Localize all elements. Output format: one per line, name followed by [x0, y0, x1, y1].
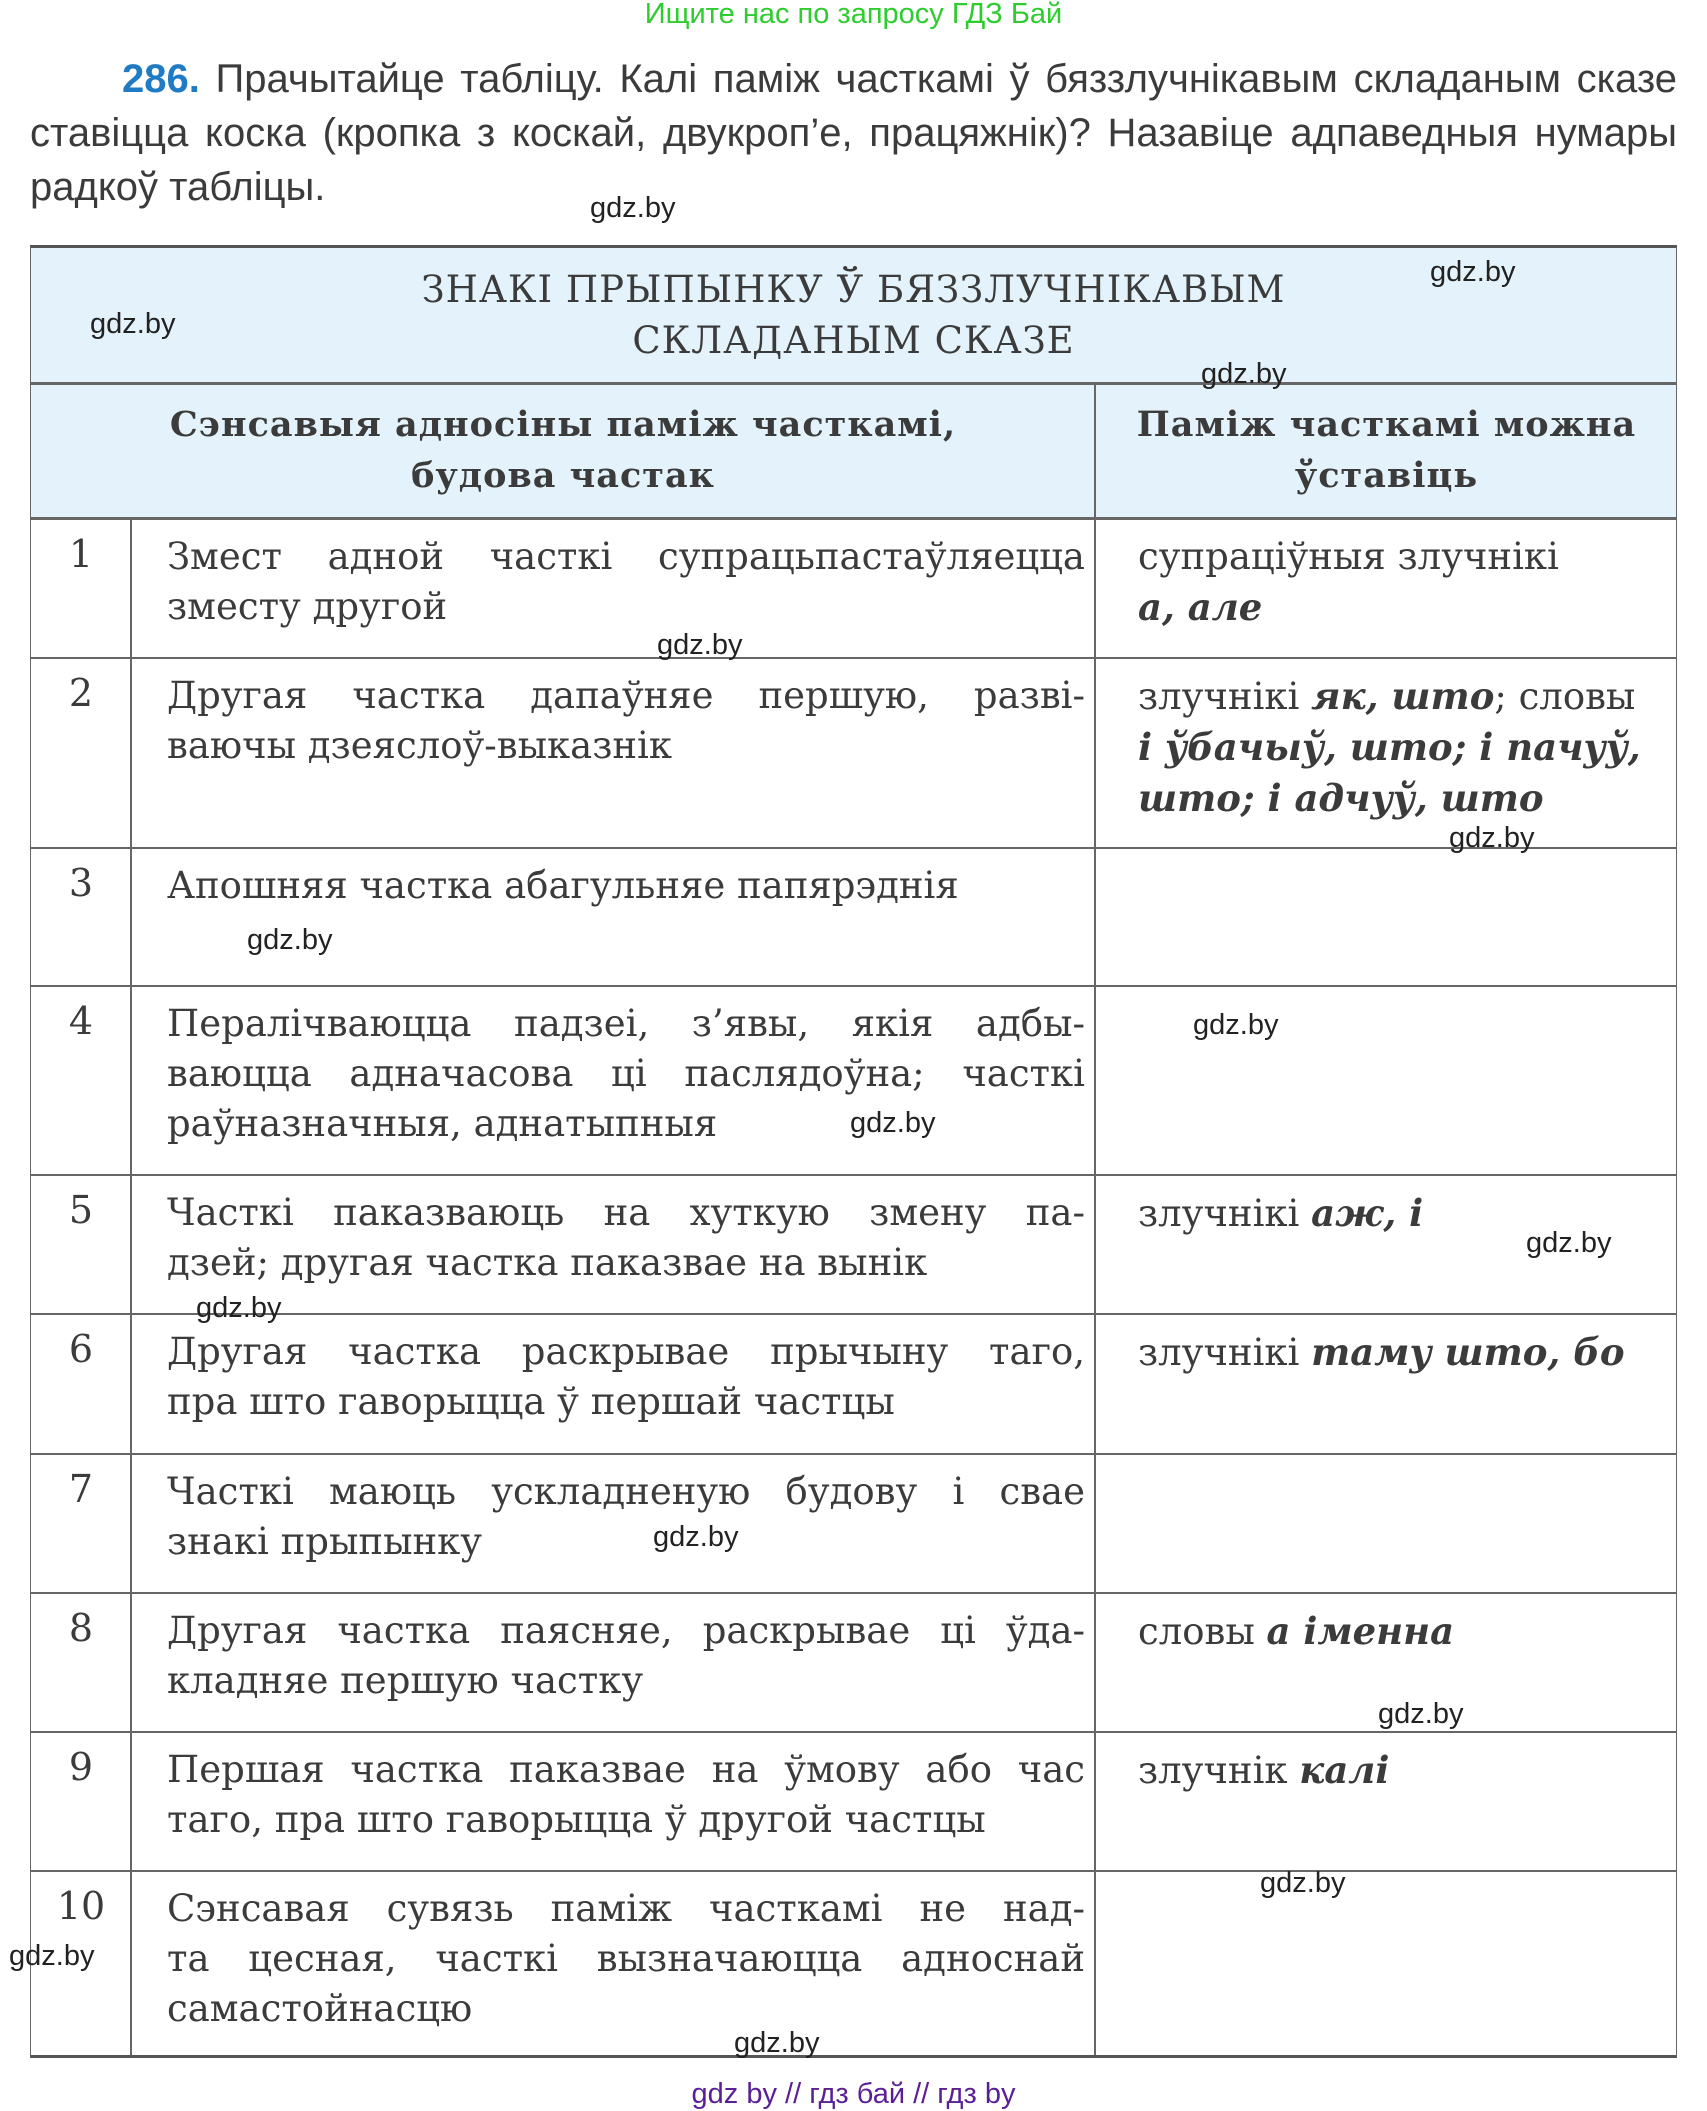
watermark: gdz.by [850, 1107, 936, 1139]
description-line: таго, пра што гаворыцца ў другой частцы [167, 1798, 986, 1841]
row-description [167, 1884, 1085, 2034]
table-header-row [31, 385, 1676, 520]
description-line: самастойнасцю [167, 1987, 473, 2030]
watermark: gdz.by [1526, 1227, 1612, 1259]
task-text [30, 52, 1677, 214]
task-body: Прачытайце табліцу. Калі паміж часткамі ў бяззлучнікавым складаным сказе ставіцца коска (кропка з коскай, двукроп’е, працяжнік)? Назавіце адпаведныя нумары радкоў табліцы. [30, 57, 1677, 209]
description-line: Часткі паказваюць на хуткую змену па- [167, 1191, 1085, 1234]
watermark: gdz.by [1430, 256, 1516, 288]
conjunction-emphasis: і ўбачыў, што; і пачуў, [1138, 725, 1641, 769]
description-line: Першая частка паказвае на ўмову або час [167, 1748, 1085, 1791]
watermark: gdz.by [590, 192, 676, 224]
watermark: gdz.by [1193, 1009, 1279, 1041]
conjunction-emphasis: як, што [1311, 674, 1495, 718]
row-number: 10 [56, 1884, 106, 1928]
description-line: Другая частка раскрывае прычыну таго, [167, 1330, 1085, 1373]
table-row [31, 520, 1676, 659]
column-divider [1094, 520, 1096, 2055]
row-description [167, 999, 1085, 1149]
table-title-line: СКЛАДАНЫМ СКАЗЕ [632, 319, 1075, 362]
row-number: 7 [68, 1467, 94, 1511]
table-row [31, 987, 1676, 1176]
insert-line [1138, 671, 1678, 722]
watermark: gdz.by [1378, 1698, 1464, 1730]
insert-line [1138, 1745, 1678, 1796]
row-number: 2 [68, 671, 94, 715]
watermark: gdz.by [734, 2027, 820, 2059]
row-insert-words [1138, 1327, 1678, 1378]
conjunction-emphasis: што; і адчуў, што [1138, 776, 1544, 820]
watermark: gdz.by [1260, 1867, 1346, 1899]
table-row [31, 1455, 1676, 1594]
description-line: кладняе першую частку [167, 1659, 644, 1702]
description-line: раўназначныя, аднатыпныя [167, 1102, 718, 1145]
insert-line [1138, 773, 1678, 824]
description-line: ваюцца адначасова ці паслядоўна; часткі [167, 1052, 1085, 1095]
description-line: Пералічваюцца падзеі, з’явы, якія адбы- [167, 1002, 1085, 1045]
watermark: gdz.by [653, 1521, 739, 1553]
row-number: 3 [68, 861, 94, 905]
row-number: 4 [68, 999, 94, 1043]
insert-text: злучнікі [1138, 1192, 1312, 1235]
insert-line [1138, 722, 1678, 773]
description-line: Апошняя частка абагульняе папярэднія [167, 864, 959, 907]
insert-line [1138, 1327, 1678, 1378]
header-line: ўставіць [1294, 455, 1479, 496]
row-description [167, 1467, 1085, 1567]
table-row [31, 1733, 1676, 1872]
description-line: Часткі маюць ускладненую будову і свае [167, 1470, 1085, 1513]
punctuation-table [30, 245, 1677, 2058]
header-insert [1095, 385, 1678, 517]
row-description [167, 861, 1085, 911]
row-description [167, 1745, 1085, 1845]
insert-text: ; словы [1494, 675, 1636, 718]
header-line: будова частак [411, 455, 715, 496]
description-line: Другая частка паясняе, раскрывае ці ўда- [167, 1609, 1085, 1652]
watermark: gdz.by [1201, 358, 1287, 390]
row-insert-words [1138, 1745, 1678, 1796]
row-number: 8 [68, 1606, 94, 1650]
table-row [31, 849, 1676, 987]
conjunction-emphasis: а іменна [1266, 1609, 1455, 1653]
table-row [31, 1315, 1676, 1455]
table-title-line: ЗНАКІ ПРЫПЫНКУ Ў БЯЗЗЛУЧНІКАВЫМ [421, 268, 1286, 311]
insert-line [1138, 582, 1678, 633]
watermark: gdz.by [247, 924, 333, 956]
insert-text: супраціўныя злучнікі [1138, 535, 1559, 578]
description-line: та цесная, часткі вызначаюцца адноснай [167, 1937, 1085, 1980]
insert-text: злучнік [1138, 1749, 1300, 1792]
table-row [31, 659, 1676, 849]
row-insert-words [1138, 1606, 1678, 1657]
insert-text: злучнікі [1138, 1331, 1312, 1374]
task-number: 286. [122, 57, 200, 101]
conjunction-emphasis: аж, і [1311, 1191, 1424, 1235]
header-line: Сэнсавыя адносіны паміж часткамі, [169, 404, 957, 445]
header-line: Паміж часткамі можна [1136, 404, 1637, 445]
description-line: Змест адной часткі супрацьпастаўляецца [167, 535, 1085, 578]
description-line: Другая частка дапаўняе першую, разві- [167, 674, 1085, 717]
row-description [167, 1188, 1085, 1288]
conjunction-emphasis: а, але [1138, 585, 1263, 629]
row-number: 6 [68, 1327, 94, 1371]
column-divider [130, 520, 132, 2055]
insert-text: злучнікі [1138, 675, 1312, 718]
row-description [167, 671, 1085, 771]
description-line: зместу другой [167, 585, 448, 628]
insert-line [1138, 1606, 1678, 1657]
insert-text: словы [1138, 1610, 1267, 1653]
conjunction-emphasis: калі [1299, 1748, 1390, 1792]
column-divider [1094, 385, 1096, 517]
description-line: ваючы дзеяслоў-выказнік [167, 724, 673, 767]
description-line: Сэнсавая сувязь паміж часткамі не над- [167, 1887, 1085, 1930]
table-row [31, 1872, 1676, 2061]
row-description [167, 1327, 1085, 1427]
row-number: 9 [68, 1745, 94, 1789]
row-insert-words [1138, 671, 1678, 824]
conjunction-emphasis: таму што, бо [1311, 1330, 1625, 1374]
description-line: дзей; другая частка паказвае на вынік [167, 1241, 928, 1284]
watermark: gdz.by [1449, 822, 1535, 854]
watermark: gdz.by [657, 629, 743, 661]
description-line: знакі прыпынку [167, 1520, 483, 1563]
row-number: 1 [68, 532, 94, 576]
row-insert-words [1138, 532, 1678, 633]
header-relations [31, 385, 1095, 517]
description-line: пра што гаворыцца ў першай частцы [167, 1380, 895, 1423]
row-description [167, 1606, 1085, 1706]
row-number: 5 [68, 1188, 94, 1232]
row-description [167, 532, 1085, 632]
watermark: gdz.by [196, 1292, 282, 1324]
insert-line [1138, 532, 1678, 582]
footer-watermark: gdz by // гдз бай // гдз by [691, 2078, 1016, 2110]
search-hint-banner: Ищите нас по запросу ГДЗ Бай [644, 0, 1063, 30]
watermark: gdz.by [9, 1940, 95, 1972]
watermark: gdz.by [90, 308, 176, 340]
